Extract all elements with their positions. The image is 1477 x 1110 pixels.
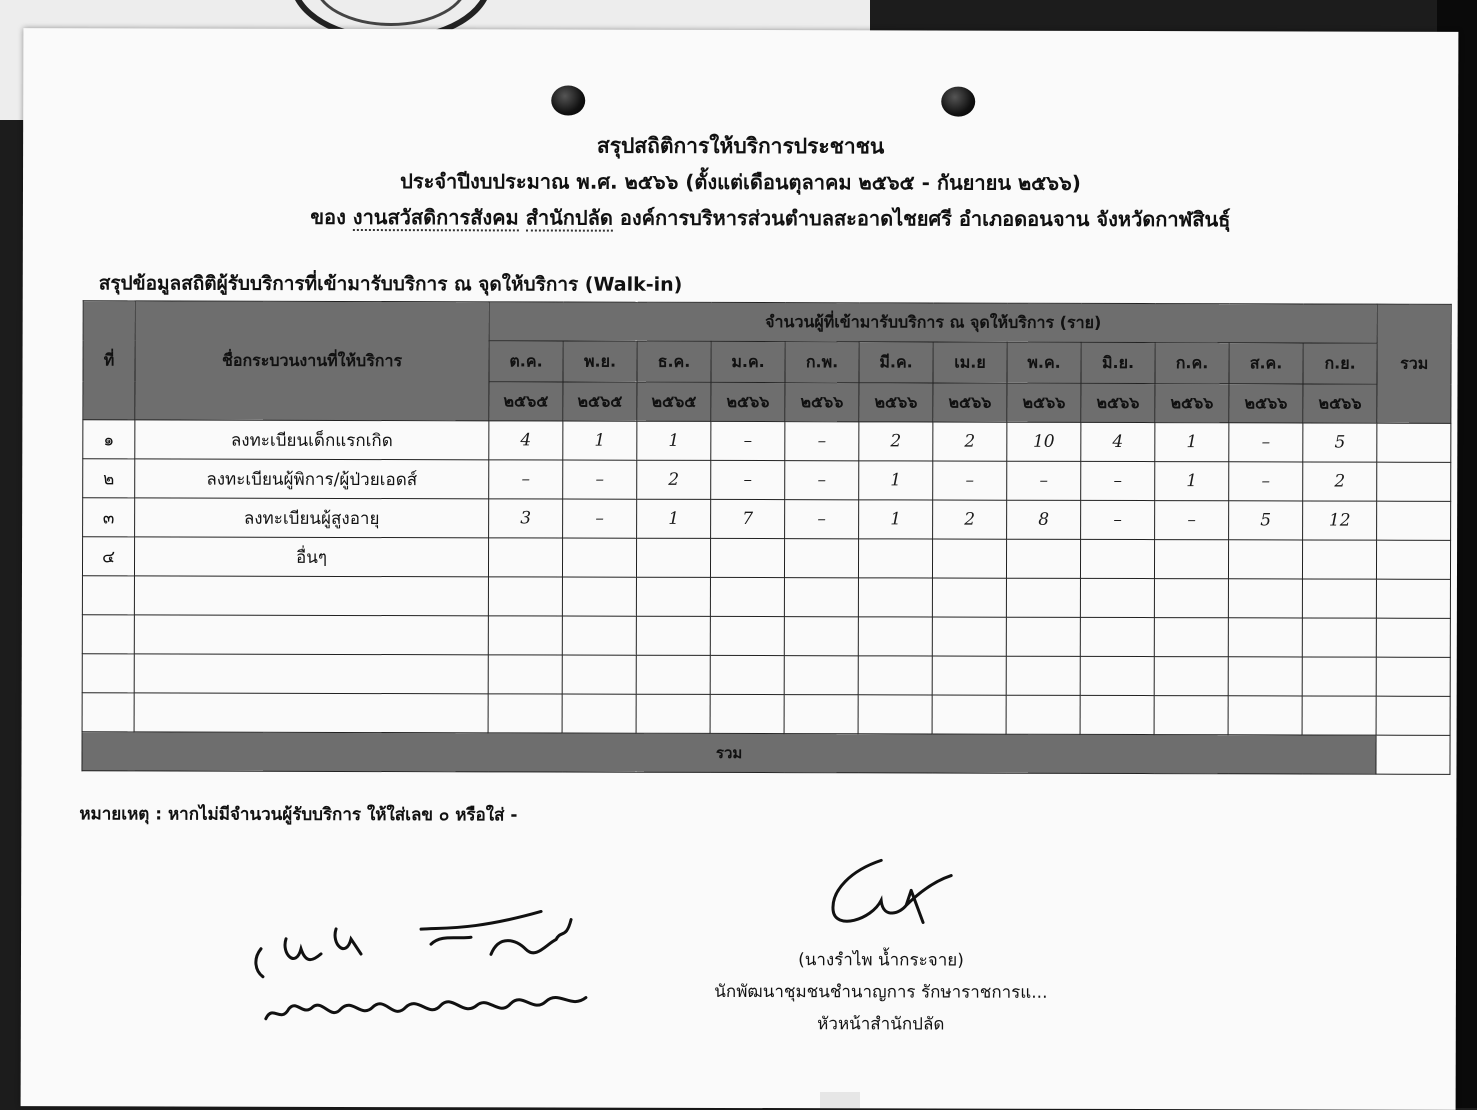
month-value-cell	[1006, 578, 1080, 617]
month-value-cell	[1080, 539, 1154, 578]
month-value-cell	[1006, 656, 1080, 695]
month-value-cell	[1228, 657, 1302, 696]
column-header-no: ที่	[83, 301, 135, 420]
month-value-cell	[1228, 696, 1302, 735]
row-number: ๔	[82, 537, 134, 576]
row-number: ๑	[83, 420, 135, 459]
table-row	[83, 498, 1451, 541]
month-value-cell	[636, 694, 710, 733]
month-value-cell	[858, 656, 932, 695]
month-header: ก.ค.	[1155, 343, 1229, 384]
footer-total-label: รวม	[82, 732, 1376, 774]
table-row	[82, 615, 1450, 658]
month-value-cell	[1006, 695, 1080, 734]
row-number	[82, 615, 134, 654]
month-value-cell	[858, 617, 932, 656]
month-value-cell	[784, 695, 858, 734]
service-name: ลงทะเบียนผู้สูงอายุ	[135, 498, 489, 538]
month-value-cell	[1302, 657, 1376, 696]
year-header: ๒๕๖๕	[563, 382, 637, 421]
month-value-cell	[562, 694, 636, 733]
service-name	[134, 693, 488, 733]
row-number	[82, 693, 134, 732]
month-value-cell	[1302, 579, 1376, 618]
year-header: ๒๕๖๖	[1303, 384, 1377, 423]
service-name	[134, 654, 488, 694]
month-header: ม.ค.	[711, 341, 785, 382]
month-value-cell	[784, 539, 858, 578]
month-value-cell: 2	[933, 500, 1007, 539]
document-organization	[53, 200, 1477, 236]
month-header: ต.ค.	[489, 341, 563, 382]
month-value-cell: 2	[1303, 462, 1377, 501]
month-value-cell	[562, 616, 636, 655]
month-value-cell	[1154, 579, 1228, 618]
month-value-cell	[1154, 540, 1228, 579]
month-value-cell	[488, 538, 562, 577]
month-value-cell	[1302, 540, 1376, 579]
row-number: ๓	[83, 498, 135, 537]
month-value-cell	[932, 578, 1006, 617]
signer-name: (นางรำไพ น้ำกระจาย)	[798, 950, 964, 971]
month-value-cell	[488, 616, 562, 655]
org-rest: องค์การบริหารส่วนตำบลสะอาดไชยศรี อำเภอดอนจาน จังหวัดกาฬสินธุ์	[619, 205, 1231, 232]
month-value-cell	[710, 538, 784, 577]
row-total-cell	[1376, 618, 1450, 657]
month-value-cell	[1154, 657, 1228, 696]
month-value-cell: 1	[637, 421, 711, 460]
signature-approver	[811, 850, 961, 940]
month-header: มิ.ย.	[1081, 342, 1155, 383]
row-total-cell	[1377, 501, 1451, 540]
year-header: ๒๕๖๖	[785, 383, 859, 422]
month-value-cell: –	[1155, 501, 1229, 540]
month-value-cell	[710, 616, 784, 655]
month-value-cell	[562, 538, 636, 577]
month-value-cell: –	[1007, 461, 1081, 500]
month-header: พ.ค.	[1007, 342, 1081, 383]
punch-hole-right	[941, 87, 975, 117]
month-value-cell: –	[563, 460, 637, 499]
row-total-cell	[1377, 579, 1451, 618]
month-value-cell	[562, 655, 636, 694]
table-row	[82, 537, 1450, 580]
column-group-header-visitors: จำนวนผู้ที่เข้ามารับบริการ ณ จุดให้บริการ (ราย)	[489, 302, 1377, 343]
month-value-cell	[1006, 617, 1080, 656]
month-header: พ.ย.	[563, 341, 637, 382]
month-value-cell	[784, 656, 858, 695]
year-header: ๒๕๖๖	[859, 383, 933, 422]
signer-title: หัวหน้าสำนักปลัด	[817, 1014, 945, 1035]
month-value-cell	[1228, 618, 1302, 657]
table-row	[83, 459, 1451, 502]
month-value-cell	[858, 539, 932, 578]
row-number	[82, 576, 134, 615]
month-value-cell: 2	[637, 460, 711, 499]
month-value-cell: 1	[637, 499, 711, 538]
row-total-cell	[1377, 540, 1451, 579]
month-value-cell: 5	[1303, 423, 1377, 462]
year-header: ๒๕๖๕	[489, 382, 563, 421]
month-value-cell: 1	[859, 500, 933, 539]
month-header: ส.ค.	[1229, 343, 1303, 384]
month-value-cell	[488, 694, 562, 733]
month-value-cell: –	[1229, 462, 1303, 501]
month-value-cell	[1228, 540, 1302, 579]
month-value-cell: 5	[1229, 501, 1303, 540]
org-office: สำนักปลัด	[525, 205, 613, 230]
month-value-cell: 1	[1155, 423, 1229, 462]
month-header: มี.ค.	[859, 342, 933, 383]
column-header-service-name: ชื่อกระบวนงานที่ให้บริการ	[135, 301, 489, 421]
service-name: อื่นๆ	[134, 537, 488, 577]
year-header: ๒๕๖๖	[1007, 383, 1081, 422]
document-sheet	[21, 28, 1459, 1110]
month-value-cell	[932, 695, 1006, 734]
month-value-cell	[636, 655, 710, 694]
month-value-cell: –	[933, 461, 1007, 500]
row-number	[82, 654, 134, 693]
statistics-table	[81, 300, 1451, 775]
column-header-total: รวม	[1377, 304, 1451, 423]
month-value-cell: 2	[933, 422, 1007, 461]
year-header: ๒๕๖๖	[1155, 384, 1229, 423]
month-value-cell: –	[711, 421, 785, 460]
org-prefix: ของ	[310, 204, 346, 229]
footer-total-value	[1376, 735, 1450, 774]
month-value-cell: 12	[1303, 501, 1377, 540]
month-header: ธ.ค.	[637, 341, 711, 382]
month-value-cell: 8	[1007, 500, 1081, 539]
table-footer-total-row	[82, 732, 1450, 775]
month-value-cell	[1302, 618, 1376, 657]
year-header: ๒๕๖๖	[933, 383, 1007, 422]
row-number: ๒	[83, 459, 135, 498]
month-value-cell	[1080, 578, 1154, 617]
remark-note: หมายเหตุ : หากไม่มีจำนวนผู้รับบริการ ให้ใส่เลข ๐ หรือใส่ -	[79, 804, 518, 826]
month-value-cell	[1154, 618, 1228, 657]
month-value-cell	[858, 578, 932, 617]
month-value-cell	[636, 616, 710, 655]
month-value-cell: –	[1081, 461, 1155, 500]
row-total-cell	[1376, 696, 1450, 735]
month-value-cell	[1080, 695, 1154, 734]
signature-handwritten-left	[241, 909, 601, 1050]
row-total-cell	[1377, 423, 1451, 462]
month-value-cell	[636, 538, 710, 577]
table-header-group-row	[83, 301, 1451, 344]
month-value-cell	[784, 617, 858, 656]
month-value-cell: –	[1081, 500, 1155, 539]
signer-position: นักพัฒนาชุมชนชำนาญการ รักษาราชการแ...	[714, 981, 1048, 1003]
month-value-cell	[932, 539, 1006, 578]
month-value-cell: –	[563, 499, 637, 538]
month-value-cell	[488, 655, 562, 694]
row-total-cell	[1377, 462, 1451, 501]
month-value-cell: –	[785, 461, 859, 500]
month-value-cell: –	[1229, 423, 1303, 462]
month-value-cell	[636, 577, 710, 616]
month-value-cell	[1080, 617, 1154, 656]
month-header: ก.ย.	[1303, 343, 1377, 384]
month-value-cell	[1154, 696, 1228, 735]
month-value-cell: 7	[711, 499, 785, 538]
month-header: เม.ย	[933, 342, 1007, 383]
month-value-cell	[932, 617, 1006, 656]
service-name	[134, 576, 488, 616]
month-value-cell: 4	[489, 421, 563, 460]
service-name: ลงทะเบียนเด็กแรกเกิด	[135, 420, 489, 460]
month-value-cell	[1228, 579, 1302, 618]
table-row	[82, 576, 1450, 619]
month-value-cell	[1080, 656, 1154, 695]
table-row	[82, 654, 1450, 697]
month-value-cell	[710, 655, 784, 694]
month-value-cell: –	[785, 500, 859, 539]
month-value-cell	[710, 694, 784, 733]
month-header: ก.พ.	[785, 342, 859, 383]
year-header: ๒๕๖๖	[1229, 384, 1303, 423]
month-value-cell	[1006, 539, 1080, 578]
service-name	[134, 615, 488, 655]
month-value-cell	[858, 695, 932, 734]
month-value-cell: –	[785, 422, 859, 461]
month-value-cell: –	[711, 460, 785, 499]
month-value-cell	[784, 578, 858, 617]
month-value-cell	[1302, 696, 1376, 735]
month-value-cell: 1	[1155, 462, 1229, 501]
month-value-cell: 3	[489, 499, 563, 538]
month-value-cell: 10	[1007, 422, 1081, 461]
year-header: ๒๕๖๖	[1081, 383, 1155, 422]
row-total-cell	[1376, 657, 1450, 696]
month-value-cell: 1	[859, 461, 933, 500]
month-value-cell	[932, 656, 1006, 695]
service-name: ลงทะเบียนผู้พิการ/ผู้ป่วยเอดส์	[135, 459, 489, 499]
document-title: สรุปสถิติการให้บริการประชาชน	[596, 133, 885, 159]
year-header: ๒๕๖๖	[711, 382, 785, 421]
month-value-cell	[562, 577, 636, 616]
clip-tab	[820, 1092, 860, 1108]
month-value-cell: 2	[859, 422, 933, 461]
month-value-cell: –	[489, 460, 563, 499]
year-header: ๒๕๖๕	[637, 382, 711, 421]
table-row	[82, 693, 1450, 736]
section-title: สรุปข้อมูลสถิติผู้รับบริการที่เข้ามารับบริการ ณ จุดให้บริการ (Walk-in)	[98, 272, 683, 296]
table-body	[82, 420, 1451, 736]
org-unit: งานสวัสดิการสังคม	[352, 204, 519, 230]
document-subtitle: ประจำปีงบประมาณ พ.ศ. ๒๕๖๖ (ตั้งแต่เดือนตุลาคม ๒๕๖๕ - กันยายน ๒๕๖๖)	[400, 169, 1081, 195]
month-value-cell: 1	[563, 421, 637, 460]
table-row	[83, 420, 1451, 463]
month-value-cell	[488, 577, 562, 616]
month-value-cell	[710, 577, 784, 616]
signer-block	[671, 944, 1091, 1041]
punch-hole-left	[551, 86, 585, 116]
month-value-cell: 4	[1081, 422, 1155, 461]
